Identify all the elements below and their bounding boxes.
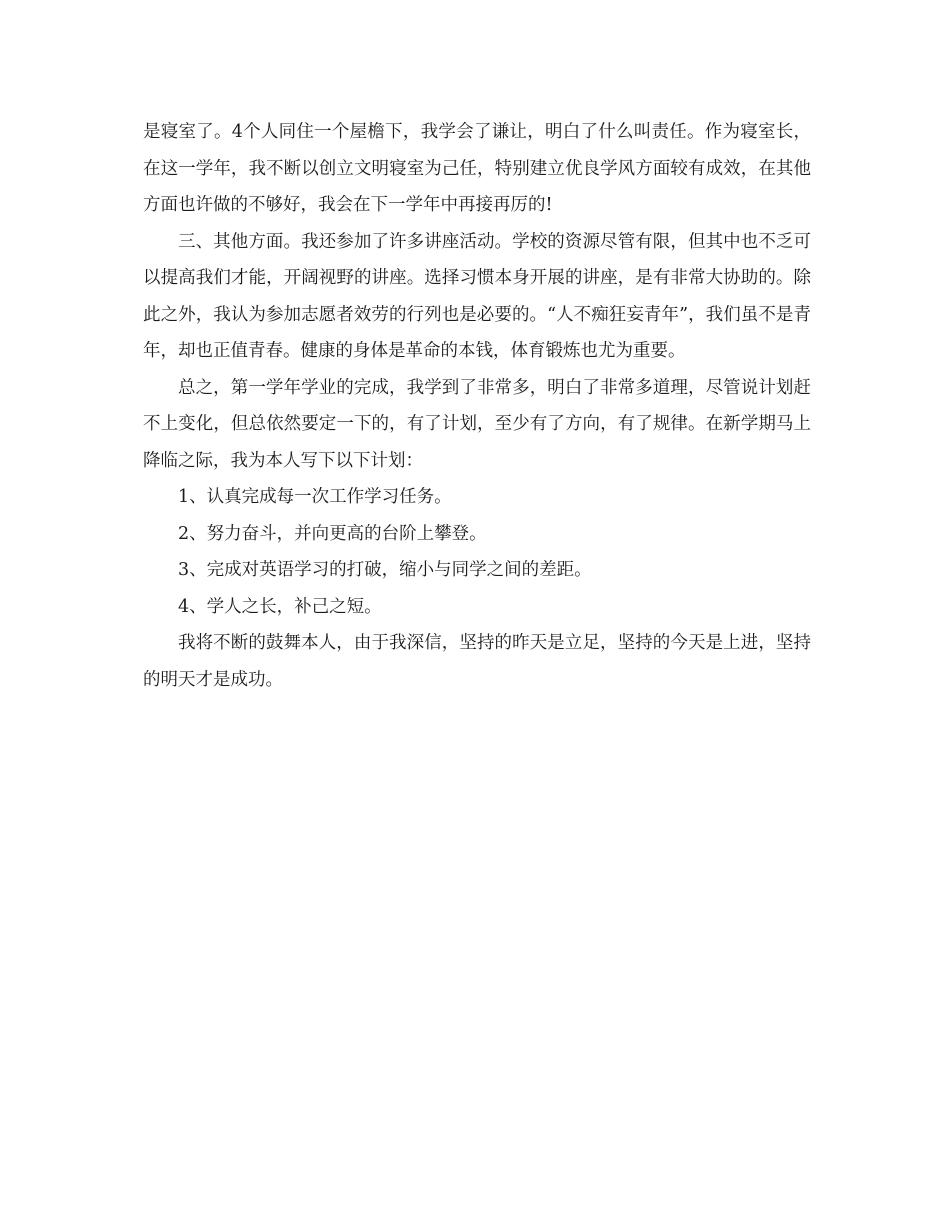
document-body	[143, 114, 811, 698]
plan-item-2: 2、努力奋斗，并向更高的台阶上攀登。	[178, 523, 487, 544]
paragraph-summary: 总之，第一学年学业的完成，我学到了非常多，明白了非常多道理，尽管说计划赶不上变化，但总依然要定一下的，有了计划，至少有了方向，有了规律。在新学期马上降临之际，我为本人写下以下计划：	[143, 377, 811, 471]
paragraph-dorm: 是寝室了。4个人同住一个屋檐下，我学会了谦让，明白了什么叫责任。作为寝室长，在这一学年，我不断以创立文明寝室为己任，特别建立优良学风方面较有成效，在其他方面也许做的不够好，我会在下一学年中再接再厉的!	[143, 122, 811, 215]
plan-item-1: 1、认真完成每一次工作学习任务。	[178, 487, 452, 507]
paragraph-other-aspects: 三、其他方面。我还参加了许多讲座活动。学校的资源尽管有限，但其中也不乏可以提高我们才能，开阔视野的讲座。选择习惯本身开展的讲座，是有非常大协助的。除此之外，我认为参加志愿者效劳的行列也是必要的。“人不痴狂妄青年”，我们虽不是青年，却也正值青春。健康的身体是革命的本钱，体育锻炼也尤为重要。	[143, 231, 811, 361]
paragraph-closing: 我将不断的鼓舞本人，由于我深信，坚持的昨天是立足，坚持的今天是上进，坚持的明天才是成功。	[143, 633, 811, 690]
plan-item-3: 3、完成对英语学习的打破，缩小与同学之间的差距。	[178, 560, 592, 580]
plan-item-4: 4、学人之长，补己之短。	[178, 596, 382, 617]
